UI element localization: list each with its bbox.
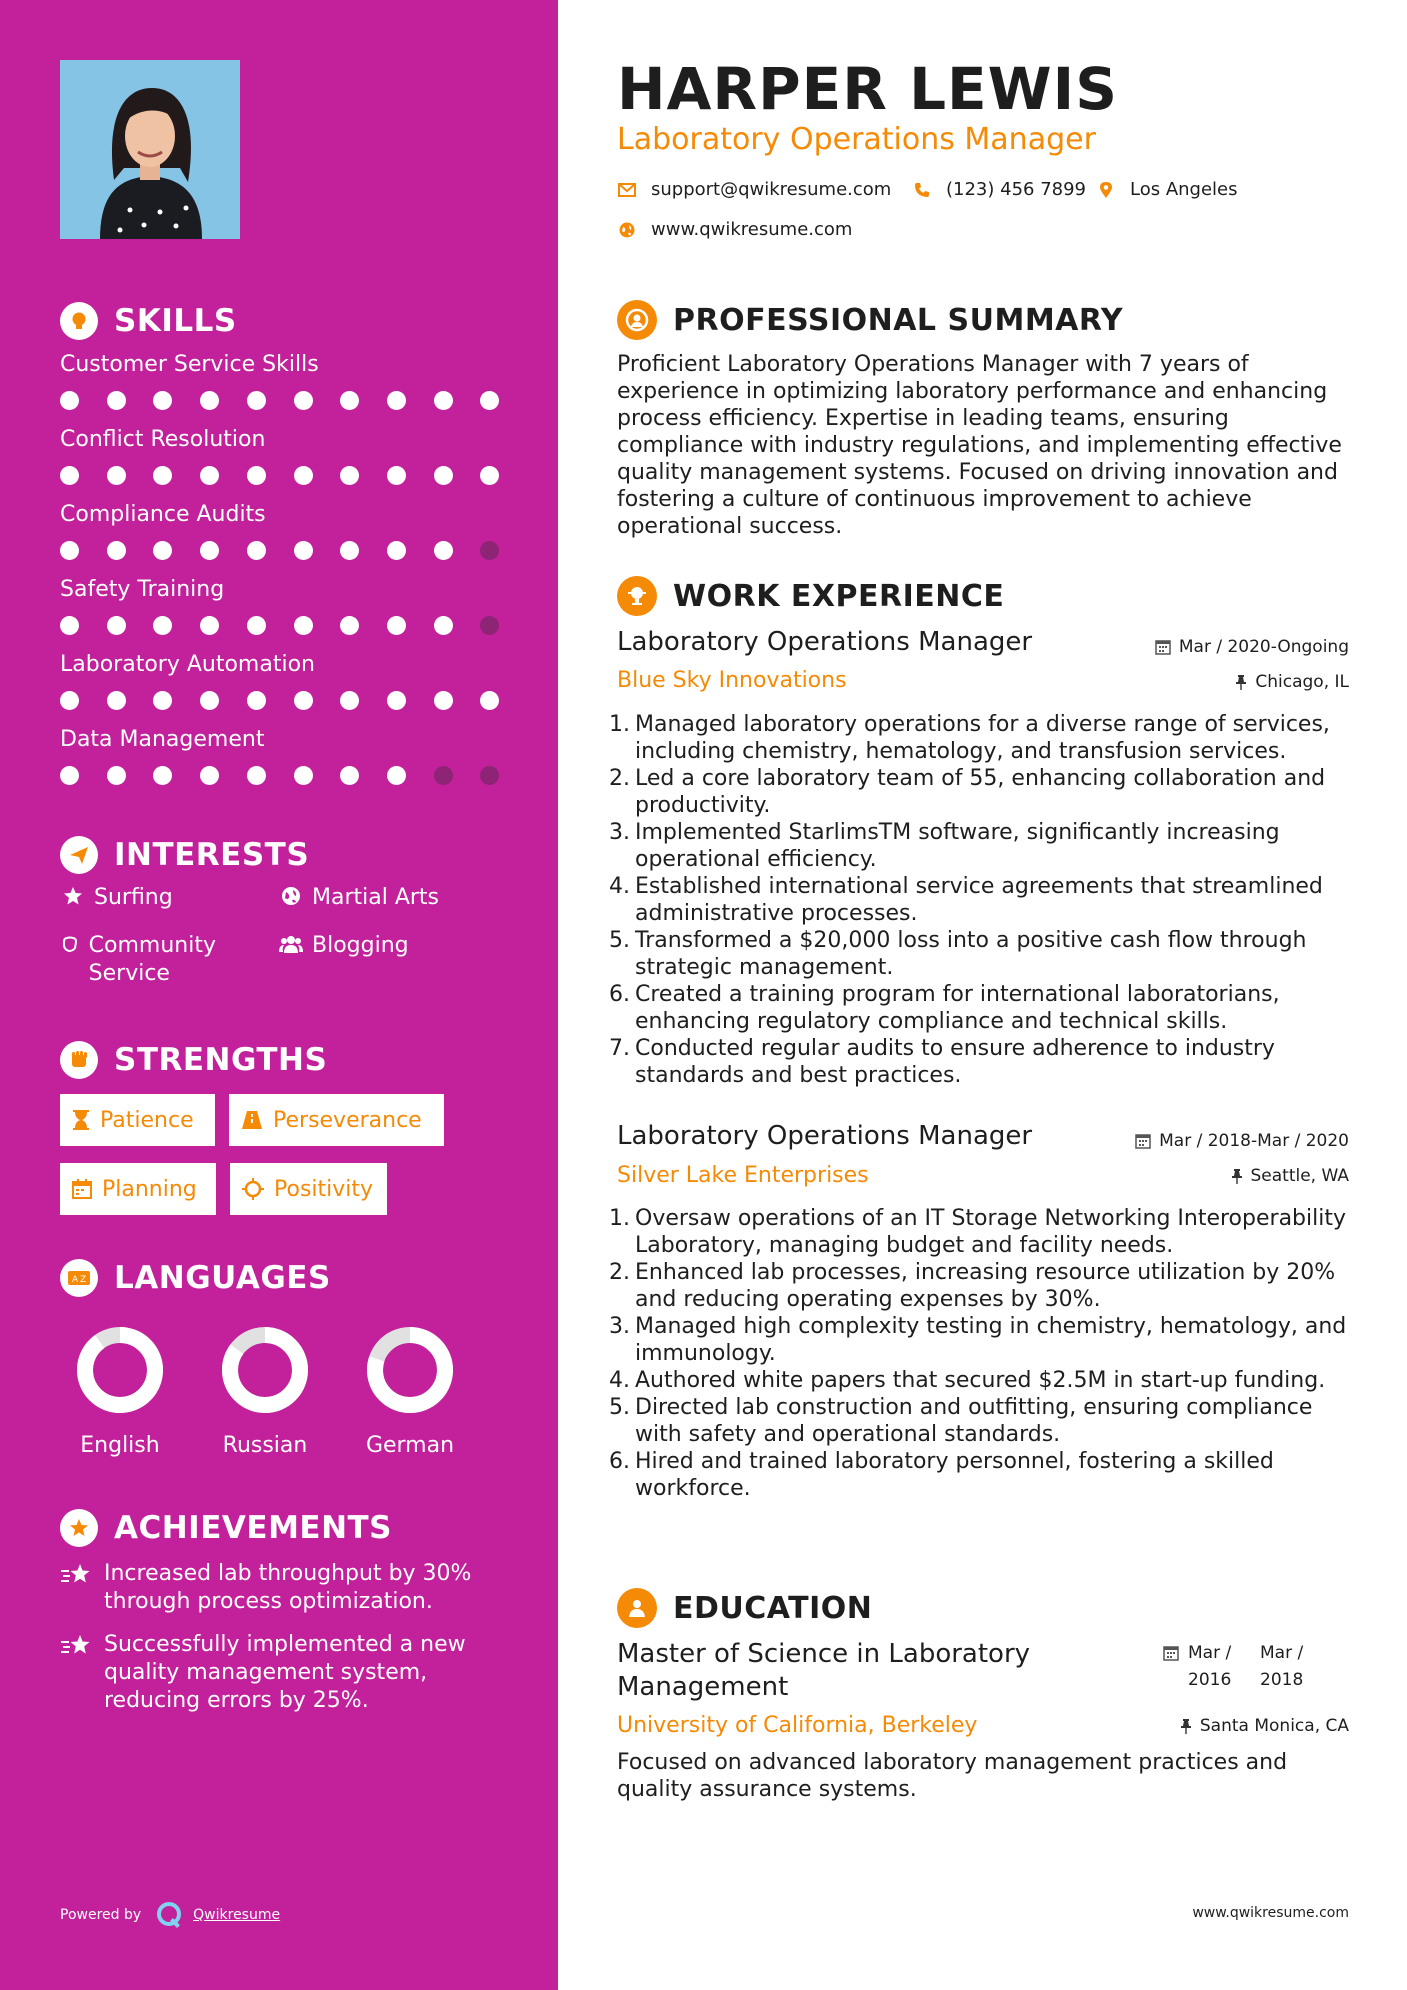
paper-plane-icon: [60, 836, 98, 874]
job-role: Laboratory Operations Manager: [617, 627, 1033, 657]
achievements-header: [60, 1509, 392, 1547]
skill-dot-filled: [387, 391, 406, 410]
duty-text: Implemented StarlimsTM software, significantly increasing operational efficiency.: [635, 820, 1280, 872]
achievements-title: ACHIEVEMENTS: [114, 1510, 393, 1546]
achievement-item: [60, 1560, 500, 1616]
language-item: [350, 1320, 470, 1458]
skill-dot-filled: [107, 691, 126, 710]
pushpin-icon: [1235, 674, 1247, 690]
skill-dot-filled: [60, 691, 79, 710]
skill-dot-filled: [153, 391, 172, 410]
job-dates: [1135, 1131, 1349, 1151]
skill-dot-filled: [200, 466, 219, 485]
contact-location: [1096, 179, 1238, 200]
languages-header: [60, 1259, 331, 1297]
skill-dot-filled: [434, 466, 453, 485]
strength-tag: [230, 1163, 387, 1215]
skills-header: [60, 302, 237, 340]
experience-header: [617, 576, 1004, 616]
skill-dot-filled: [387, 466, 406, 485]
skill-dot-filled: [200, 541, 219, 560]
duty-text: Established international service agreements that streamlined administrative processes.: [635, 874, 1323, 926]
hand-icon: [60, 932, 81, 954]
education-end: [1260, 1640, 1316, 1694]
skill-dot-filled: [107, 466, 126, 485]
skill-dot-filled: [153, 766, 172, 785]
skill-dot-empty: [434, 766, 453, 785]
skill-dot-filled: [480, 466, 499, 485]
skill-name: Safety Training: [60, 577, 225, 602]
education-location-text: Santa Monica, CA: [1199, 1716, 1349, 1736]
skill-dot-filled: [434, 541, 453, 560]
skill-dot-empty: [480, 766, 499, 785]
duty-text: Created a training program for international laboratorians, enhancing regulatory compliance and technical skills.: [635, 982, 1280, 1034]
duty-item: 2. Led a core laboratory team of 55, enhancing collaboration and productivity.: [617, 765, 1357, 819]
phone-text: (123) 456 7899: [946, 179, 1087, 200]
skill-rating: [60, 540, 510, 562]
footer-url[interactable]: www.qwikresume.com: [1192, 1905, 1349, 1921]
skill-dot-filled: [60, 541, 79, 560]
globe-icon: [617, 222, 637, 238]
hourglass-icon: [72, 1109, 90, 1131]
email-text: support@qwikresume.com: [651, 179, 892, 200]
interest-item: [278, 932, 409, 960]
duty-text: Conducted regular audits to ensure adherence to industry standards and best practices.: [635, 1036, 1275, 1088]
skill-dot-filled: [340, 391, 359, 410]
education-school: University of California, Berkeley: [617, 1713, 978, 1738]
strengths-title: STRENGTHS: [114, 1042, 328, 1078]
duty-text: Enhanced lab processes, increasing resource utilization by 20% and reducing operating expenses by 30%.: [635, 1260, 1336, 1312]
skill-dot-filled: [200, 616, 219, 635]
skill-dot-filled: [340, 616, 359, 635]
skill-item: [60, 502, 510, 527]
interest-label: Community Service: [88, 933, 216, 986]
job-dates-text: Mar / 2020-Ongoing: [1178, 637, 1349, 657]
skill-rating: [60, 615, 510, 637]
education-description: Focused on advanced laboratory management practices and quality assurance systems.: [617, 1750, 1288, 1802]
duty-item: 6. Created a training program for international laboratorians, enhancing regulatory compliance and technical skills.: [617, 981, 1357, 1035]
skill-dot-filled: [153, 691, 172, 710]
skill-rating: [60, 465, 510, 487]
skill-dot-filled: [294, 691, 313, 710]
duty-item: 3. Implemented StarlimsTM software, significantly increasing operational efficiency.: [617, 819, 1357, 873]
skill-dot-filled: [434, 391, 453, 410]
language-name: German: [365, 1433, 455, 1458]
skill-dot-filled: [107, 766, 126, 785]
website-text: www.qwikresume.com: [651, 219, 853, 240]
skill-dot-filled: [247, 691, 266, 710]
trophy-icon: [60, 1509, 98, 1547]
map-pin-icon: [1096, 181, 1116, 199]
skill-dot-filled: [153, 466, 172, 485]
education-header: [617, 1588, 872, 1628]
job-role: Laboratory Operations Manager: [617, 1121, 1033, 1151]
skill-dot-empty: [480, 541, 499, 560]
skill-name: Compliance Audits: [60, 502, 266, 527]
skill-name: Laboratory Automation: [60, 652, 315, 677]
contact-phone[interactable]: [912, 179, 1086, 200]
education-title: EDUCATION: [673, 1590, 873, 1626]
skill-item: [60, 652, 510, 677]
skill-dot-filled: [200, 391, 219, 410]
duty-item: 6. Hired and trained laboratory personnel, fostering a skilled workforce.: [617, 1448, 1357, 1502]
skill-dot-filled: [387, 766, 406, 785]
interest-item: [60, 884, 173, 912]
strength-label: Planning: [102, 1176, 197, 1202]
interest-item: [60, 932, 260, 988]
strength-label: Positivity: [274, 1176, 374, 1202]
language-name: English: [80, 1433, 160, 1458]
achievement-text: Successfully implemented a new quality management system, reducing errors by 25%.: [104, 1632, 466, 1713]
phone-icon: [912, 182, 932, 198]
job-location: [1231, 1166, 1350, 1186]
gear-icon: [242, 1178, 264, 1200]
skill-item: [60, 352, 510, 377]
location-text: Los Angeles: [1130, 179, 1238, 200]
job-duties: [609, 711, 1357, 1089]
interest-label: Martial Arts: [312, 885, 440, 910]
skill-dot-filled: [247, 766, 266, 785]
svg-text:Z: Z: [80, 1275, 87, 1285]
job-location-text: Seattle, WA: [1250, 1166, 1349, 1186]
skill-dot-filled: [434, 616, 453, 635]
candidate-name: HARPER LEWIS: [617, 55, 1118, 123]
skill-dot-empty: [480, 616, 499, 635]
skill-dot-filled: [340, 541, 359, 560]
start-year: 2016: [1188, 1670, 1232, 1690]
interest-item: [278, 884, 439, 912]
shooting-star-icon: [60, 1560, 94, 1596]
interest-label: Blogging: [312, 933, 409, 958]
degree-line-1: Master of Science in Laboratory: [617, 1639, 1031, 1669]
skill-item: [60, 577, 510, 602]
contact-email[interactable]: [617, 179, 891, 200]
skill-dot-filled: [60, 391, 79, 410]
skill-dot-filled: [107, 391, 126, 410]
qwikresume-link[interactable]: Qwikresume: [193, 1907, 281, 1923]
skill-dot-filled: [480, 691, 499, 710]
strength-tag: [229, 1094, 444, 1146]
calendar-icon: [1135, 1133, 1151, 1149]
skill-dot-filled: [340, 466, 359, 485]
skill-dot-filled: [434, 691, 453, 710]
language-item: [60, 1320, 180, 1458]
graduation-icon: [617, 1588, 657, 1628]
skill-dot-filled: [247, 391, 266, 410]
language-item: [205, 1320, 325, 1458]
end-year: 2018: [1260, 1670, 1304, 1690]
duty-text: Directed lab construction and outfitting, ensuring compliance with safety and operational standards.: [635, 1395, 1313, 1447]
summary-title: PROFESSIONAL SUMMARY: [673, 302, 1124, 338]
education-start: [1188, 1640, 1248, 1694]
calendar-icon: [1155, 639, 1171, 655]
language-donut: [350, 1320, 470, 1420]
skill-dot-filled: [107, 616, 126, 635]
briefcase-icon: [617, 576, 657, 616]
skill-dot-filled: [247, 541, 266, 560]
user-icon: [617, 300, 657, 340]
skill-name: Customer Service Skills: [60, 352, 319, 377]
duty-item: 1. Managed laboratory operations for a diverse range of services, including chemistry, hematology, and transfusion services.: [617, 711, 1357, 765]
duty-text: Oversaw operations of an IT Storage Networking Interoperability Laboratory, managing budget and facility needs.: [635, 1206, 1346, 1258]
skill-dot-filled: [107, 541, 126, 560]
skill-dot-filled: [480, 391, 499, 410]
skills-title: SKILLS: [114, 303, 237, 339]
job-location-text: Chicago, IL: [1255, 672, 1349, 692]
interests-title: INTERESTS: [114, 837, 310, 873]
skill-dot-filled: [200, 766, 219, 785]
language-donut: [60, 1320, 180, 1420]
skill-dot-filled: [340, 691, 359, 710]
skill-dot-filled: [60, 466, 79, 485]
duty-item: 2. Enhanced lab processes, increasing resource utilization by 20% and reducing operating expenses by 30%.: [617, 1259, 1357, 1313]
skill-dot-filled: [294, 391, 313, 410]
interests-header: [60, 836, 309, 874]
skill-item: [60, 727, 510, 752]
group-icon: [278, 932, 304, 954]
duty-text: Transformed a $20,000 loss into a positive cash flow through strategic management.: [635, 928, 1307, 980]
skill-dot-filled: [200, 691, 219, 710]
skill-name: Conflict Resolution: [60, 427, 266, 452]
pushpin-icon: [1231, 1168, 1243, 1184]
experience-title: WORK EXPERIENCE: [673, 578, 1005, 614]
powered-by: [60, 1900, 280, 1930]
shooting-star-icon: [60, 1631, 94, 1667]
skill-dot-filled: [247, 466, 266, 485]
skill-rating: [60, 690, 510, 712]
pushpin-icon: [1180, 1718, 1192, 1734]
end-month: Mar /: [1260, 1643, 1304, 1663]
skill-dot-filled: [294, 541, 313, 560]
candidate-title: Laboratory Operations Manager: [617, 122, 1096, 157]
skill-dot-filled: [294, 466, 313, 485]
calendar-icon: [72, 1179, 92, 1199]
strength-label: Perseverance: [273, 1107, 422, 1133]
job-company: Blue Sky Innovations: [617, 668, 847, 693]
summary-header: [617, 300, 1123, 340]
skill-dot-filled: [60, 616, 79, 635]
lightbulb-icon: [60, 302, 98, 340]
road-icon: [241, 1110, 263, 1130]
skill-dot-filled: [387, 691, 406, 710]
interest-label: Surfing: [94, 885, 173, 910]
skill-dot-filled: [340, 766, 359, 785]
skill-dot-filled: [387, 616, 406, 635]
job-dates-text: Mar / 2018-Mar / 2020: [1159, 1131, 1349, 1151]
duty-text: Authored white papers that secured $2.5M in start-up funding.: [635, 1368, 1326, 1393]
skill-rating: [60, 765, 510, 787]
strength-tag: [60, 1094, 215, 1146]
strength-tag: [60, 1163, 216, 1215]
summary-text: Proficient Laboratory Operations Manager with 7 years of experience in optimizing laboratory performance and enhancing process efficiency. Expertise in leading teams, ensuring compliance with industry regulations, and implementing effective quality management systems. Focused on driving innovation and fostering a culture of continuous improvement to achieve operational success.: [617, 352, 1342, 539]
duty-item: 5. Transformed a $20,000 loss into a positive cash flow through strategic management.: [617, 927, 1357, 981]
language-donut: [205, 1320, 325, 1420]
education-dates: [1163, 1640, 1316, 1694]
skill-dot-filled: [60, 766, 79, 785]
degree-line-2: Management: [617, 1672, 789, 1702]
skill-dot-filled: [247, 616, 266, 635]
envelope-icon: [617, 183, 637, 197]
job-duties: [609, 1205, 1357, 1502]
skill-item: [60, 427, 510, 452]
achievement-text: Increased lab throughput by 30% through process optimization.: [104, 1561, 472, 1614]
translate-icon: [60, 1259, 98, 1297]
duty-text: Led a core laboratory team of 55, enhancing collaboration and productivity.: [635, 766, 1326, 818]
skill-dot-filled: [153, 541, 172, 560]
duty-item: 1. Oversaw operations of an IT Storage Networking Interoperability Laboratory, managing budget and facility needs.: [617, 1205, 1357, 1259]
duty-text: Managed laboratory operations for a diverse range of services, including chemistry, hematology, and transfusion services.: [635, 712, 1330, 764]
strengths-header: [60, 1041, 327, 1079]
language-name: Russian: [222, 1433, 308, 1458]
calendar-icon: [1163, 1640, 1179, 1661]
duty-text: Hired and trained laboratory personnel, fostering a skilled workforce.: [635, 1449, 1274, 1501]
duty-item: 7. Conducted regular audits to ensure adherence to industry standards and best practices.: [617, 1035, 1357, 1089]
languages-title: LANGUAGES: [114, 1260, 331, 1296]
education-location: [1180, 1716, 1349, 1736]
duty-item: 3. Managed high complexity testing in chemistry, hematology, and immunology.: [617, 1313, 1357, 1367]
job-dates: [1155, 637, 1349, 657]
start-month: Mar /: [1188, 1643, 1232, 1663]
skill-dot-filled: [294, 766, 313, 785]
profile-photo: [60, 60, 240, 239]
powered-by-label: Powered by: [60, 1907, 142, 1923]
strength-label: Patience: [100, 1107, 194, 1133]
contact-website[interactable]: [617, 219, 852, 240]
duty-item: 4. Authored white papers that secured $2.5M in start-up funding.: [609, 1368, 1326, 1393]
skill-dot-filled: [153, 616, 172, 635]
achievement-item: [60, 1631, 500, 1715]
duty-text: Managed high complexity testing in chemistry, hematology, and immunology.: [635, 1314, 1347, 1366]
education-degree: [617, 1638, 1030, 1704]
duty-item: 5. Directed lab construction and outfitting, ensuring compliance with safety and operational standards.: [617, 1394, 1357, 1448]
skill-rating: [60, 390, 510, 412]
skill-dot-filled: [387, 541, 406, 560]
skill-name: Data Management: [60, 727, 265, 752]
job-location: [1235, 672, 1349, 692]
duty-item: 4. Established international service agreements that streamlined administrative processes.: [617, 873, 1357, 927]
qwikresume-logo-icon: [155, 1900, 185, 1930]
skill-dot-filled: [294, 616, 313, 635]
star-icon: [60, 884, 86, 906]
sidebar: [0, 0, 558, 1990]
globe-icon: [278, 884, 304, 906]
fist-icon: [60, 1041, 98, 1079]
job-company: Silver Lake Enterprises: [617, 1163, 869, 1188]
svg-text:A: A: [72, 1275, 79, 1285]
